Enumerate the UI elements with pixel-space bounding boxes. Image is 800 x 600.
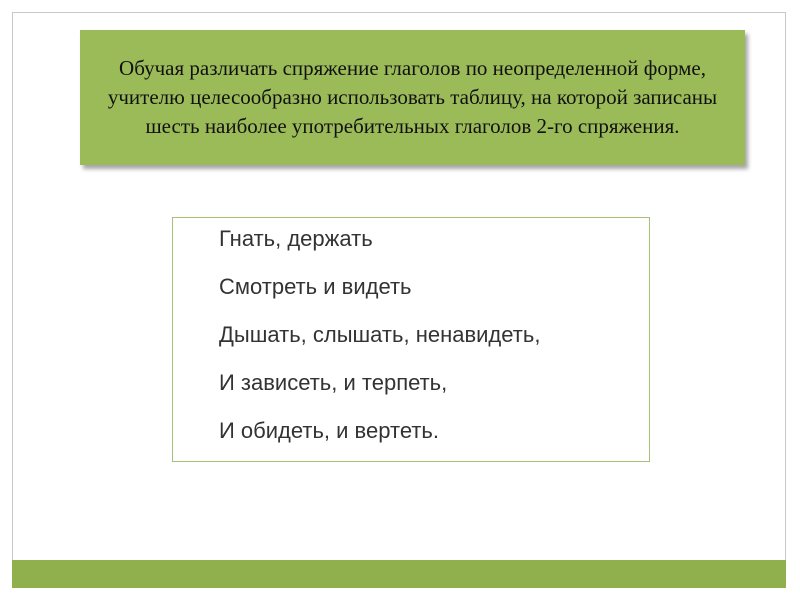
verbs-list [219, 224, 540, 464]
info-callout [80, 30, 745, 165]
verse-line: Смотреть и видеть [219, 274, 412, 299]
footer-bar [12, 560, 786, 588]
callout-text: Обучая различать спряжение глаголов по неопределенной форме, учителю целесообразно использовать таблицу, на которой записаны шесть наиболее употребительных глаголов 2-го спряжения. [107, 56, 718, 138]
verse-line: И зависеть, и терпеть, [219, 370, 448, 395]
verse-line: Гнать, держать [219, 226, 373, 251]
verbs-table [172, 217, 650, 462]
verse-line: Дышать, слышать, ненавидеть, [219, 322, 541, 347]
verse-line: И обидеть, и вертеть. [219, 418, 439, 443]
